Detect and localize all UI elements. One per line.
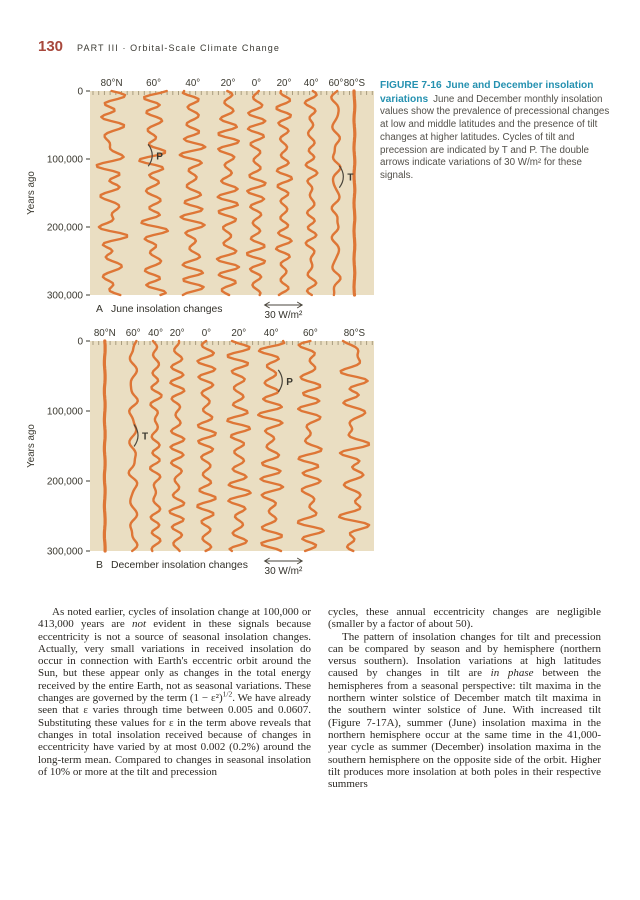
figure-caption [380, 79, 614, 183]
svg-text:P: P [156, 151, 163, 163]
svg-text:June insolation changes: June insolation changes [111, 304, 223, 315]
svg-text:P: P [286, 376, 293, 388]
svg-text:40°: 40° [148, 328, 164, 339]
svg-text:20°: 20° [220, 78, 236, 89]
svg-text:80°S: 80°S [343, 78, 366, 89]
svg-text:B: B [96, 560, 103, 571]
svg-text:80°S: 80°S [343, 328, 366, 339]
paragraph-continuation: cycles, these annual eccentricity changes are negligible (smaller by a factor of about 50). [328, 606, 601, 631]
body-column-right [328, 606, 601, 790]
svg-text:0: 0 [77, 336, 83, 348]
svg-text:0°: 0° [251, 78, 262, 89]
svg-text:0°: 0° [201, 328, 212, 339]
svg-text:A: A [96, 304, 103, 315]
december-insolation-chart [20, 326, 380, 584]
svg-text:20°: 20° [276, 78, 292, 89]
running-head-text: PART III · Orbital-Scale Climate Change [77, 43, 280, 53]
svg-text:60°: 60° [125, 328, 141, 339]
svg-text:Years ago: Years ago [26, 171, 37, 215]
svg-text:300,000: 300,000 [46, 290, 83, 302]
svg-text:T: T [347, 172, 354, 184]
svg-text:60°: 60° [146, 78, 162, 89]
svg-text:40°: 40° [303, 78, 319, 89]
page-number: 130 [38, 38, 64, 55]
figure-caption-label: FIGURE 7-16 [380, 80, 442, 91]
paragraph-eccentricity: As noted earlier, cycles of insolation change at 100,000 or 413,000 years are not evident in these signals because eccentricity is not a source of seasonal insolation changes. Actually, very small variations in received insolation do occur in connection with Earth's eccentric orbit around the Sun, but these appear only as changes in the total energy received by the entire Earth, not as seasonal variations. These changes are governed by the term $(1 - \varepsilon^2)^{1/2}$. We have already seen that ε varies through time between 0.005 and 0.0607. Substituting these values for ε in the term above reveals that changes in total insolation received because of changes in eccentricity have varied by at most 0.002 (0.2%) around the long-term mean. Compared to changes in seasonal insolation of 10% or more at the tilt and precession [38, 606, 312, 778]
running-header [38, 38, 598, 56]
svg-text:40°: 40° [185, 78, 201, 89]
svg-text:300,000: 300,000 [46, 546, 83, 558]
svg-text:200,000: 200,000 [46, 222, 83, 234]
svg-text:T: T [142, 431, 149, 443]
svg-text:30 W/m²: 30 W/m² [264, 566, 303, 577]
svg-text:40°: 40° [263, 328, 279, 339]
svg-text:80°N: 80°N [93, 328, 116, 339]
svg-text:20°: 20° [169, 328, 185, 339]
svg-text:30 W/m²: 30 W/m² [264, 310, 303, 321]
figure-caption-title: June and December insolation variations [380, 80, 594, 105]
body-column-left [38, 606, 311, 790]
june-insolation-chart [20, 76, 380, 326]
svg-text:200,000: 200,000 [46, 476, 83, 488]
paragraph-tilt-precession: The pattern of insolation changes for tilt and precession can be compared by season and by hemisphere (northern versus southern). Insolation variations at high latitudes caused by changes in tilt are in phase between the hemispheres from a seasonal perspective: tilt maxima in the northern winter solstice of December match tilt maxima in the southern winter solstice of June. With increased tilt (Figure 7-17A), summer (June) insolation maxima in the northern hemisphere occur at the same time in the 41,000-year cycle as summer (December) insolation maxima in the southern hemisphere on the opposite side of the orbit. Higher tilt produces more insolation at both poles in their respective summers [328, 630, 601, 791]
svg-text:Years ago: Years ago [26, 424, 37, 468]
body-text [38, 606, 602, 790]
svg-text:December insolation changes: December insolation changes [111, 560, 248, 571]
svg-text:100,000: 100,000 [46, 154, 83, 166]
svg-text:20°: 20° [231, 328, 247, 339]
figure-caption-text: June and December monthly insolation values show the prevalence of precessional changes at low and middle latitudes and the presence of tilt changes at higher latitudes. Cycles of tilt and precession are indicated by T and P. The double arrows indicate variations of 30 W/m² for these signals. [380, 93, 610, 182]
svg-text:80°N: 80°N [100, 78, 123, 89]
svg-text:100,000: 100,000 [46, 406, 83, 418]
svg-text:0: 0 [77, 86, 83, 98]
svg-text:60°: 60° [328, 78, 344, 89]
svg-text:60°: 60° [302, 328, 318, 339]
